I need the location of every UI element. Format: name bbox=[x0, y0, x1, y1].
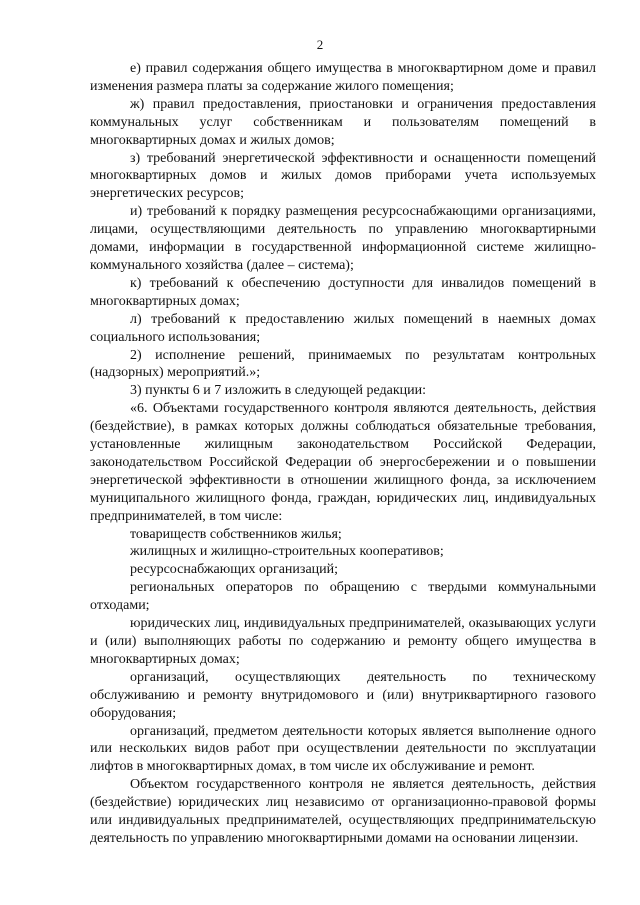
paragraph: е) правил содержания общего имущества в многоквартирном доме и правил изменения размера платы за содержание жилого помещения; bbox=[90, 61, 596, 94]
paragraph: 3) пункты 6 и 7 изложить в следующей редакции: bbox=[130, 383, 427, 399]
paragraph: юридических лиц, индивидуальных предпринимателей, оказывающих услуги и (или) выполняющих работы по содержанию и ремонту общего имущества в многоквартирных домах; bbox=[90, 616, 596, 667]
paragraph: 2) исполнение решений, принимаемых по результатам контрольных (надзорных) мероприятий.»; bbox=[90, 347, 596, 381]
paragraph: к) требований к обеспечению доступности для инвалидов помещений в многоквартирных домах; bbox=[90, 275, 596, 309]
paragraph: региональных операторов по обращению с твердыми коммунальными отходами; bbox=[90, 580, 596, 614]
paragraph: з) требований энергетической эффективности и оснащенности помещений многоквартирных домов и жилых домов приборами учета используемых энергетических ресурсов; bbox=[90, 150, 596, 202]
paragraph: организаций, осуществляющих деятельность по техническому обслуживанию и ремонту внутридомового и (или) внутриквартирного газового оборудования; bbox=[90, 669, 596, 721]
paragraph: ресурсоснабжающих организаций; bbox=[130, 562, 339, 578]
paragraph: организаций, предметом деятельности которых является выполнение одного или нескольких видов работ при осуществлении деятельности по эксплуатации лифтов в многоквартирных домах, в том числе их обслуживание и ремонт. bbox=[90, 723, 596, 775]
paragraph: товариществ собственников жилья; bbox=[130, 526, 342, 542]
paragraph: ж) правил предоставления, приостановки и ограничения предоставления коммунальных услуг собственникам и пользователям помещений в многоквартирных домах и жилых домов; bbox=[90, 96, 596, 148]
page-number: 2 bbox=[316, 37, 324, 52]
paragraph: Объектом государственного контроля не является деятельность, действия (бездействие) юридических лиц независимо от организационно-правовой формы или индивидуальных предпринимателей, осуществляющих предпринимательскую деятельность по управлению многоквартирными домами на основании лицензии. bbox=[90, 777, 596, 846]
document-body bbox=[90, 60, 596, 848]
paragraph: и) требований к порядку размещения ресурсоснабжающими организациями, лицами, осуществляющими деятельность по управлению многоквартирными домами, информации в государственной информационной системе жилищно-коммунального хозяйства (далее – система); bbox=[90, 204, 596, 273]
paragraph: л) требований к предоставлению жилых помещений в наемных домах социального использования; bbox=[90, 311, 596, 345]
paragraph: жилищных и жилищно-строительных кооперативов; bbox=[130, 544, 444, 560]
paragraph: «6. Объектами государственного контроля являются деятельность, действия (бездействие), в рамках которых должны соблюдаться обязательные требования, установленные жилищным законодательством Российской Федерации, законодательством Российской Федерации об энергосбережении и о повышении энергетической эффективности в отношении жилищного фонда, за исключением муниципального жилищного фонда, граждан, юридических лиц, индивидуальных предпринимателей, в том числе: bbox=[90, 401, 596, 524]
